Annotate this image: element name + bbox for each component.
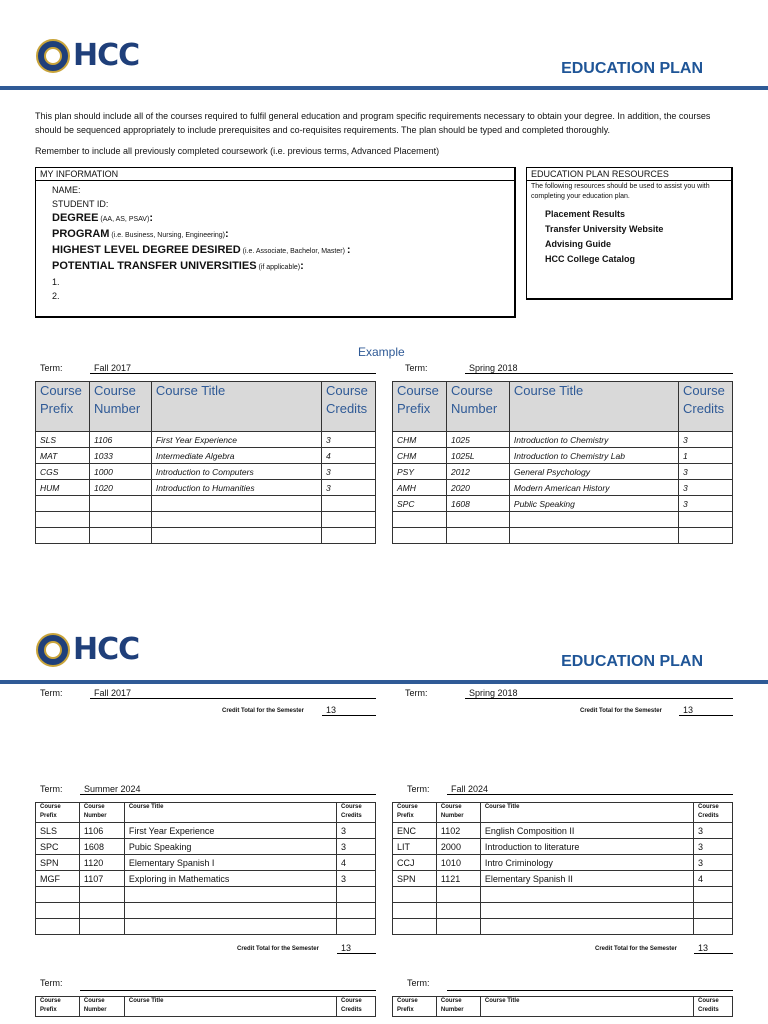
header-course-title: Course Title <box>480 803 693 823</box>
table-row <box>393 528 733 544</box>
course-prefix-cell[interactable] <box>36 496 90 512</box>
header-course-credits: Course Credits <box>337 803 376 823</box>
header-course-prefix: Course Prefix <box>393 382 447 432</box>
course-prefix-cell[interactable]: MGF <box>36 871 80 887</box>
example-right-table <box>392 381 733 544</box>
table-row <box>393 871 733 887</box>
course-number-cell[interactable]: 1000 <box>89 464 151 480</box>
header-course-credits: Course Credits <box>694 803 733 823</box>
plan-left-term[interactable]: Summer 2024 <box>80 784 376 795</box>
resources-intro: The following resources should be used to assist you with completing your education plan. <box>531 183 710 200</box>
course-prefix-cell[interactable] <box>36 919 80 935</box>
course-credits-cell[interactable]: 3 <box>694 839 733 855</box>
bottom-left-table <box>35 996 376 1017</box>
course-prefix-cell[interactable]: CHM <box>393 432 447 448</box>
table-row <box>36 839 376 855</box>
table-row <box>36 480 376 496</box>
course-prefix-cell[interactable]: CCJ <box>393 855 437 871</box>
term-label: Term: <box>40 363 63 373</box>
header-course-number: Course Number <box>79 997 124 1017</box>
course-credits-cell[interactable]: 3 <box>337 823 376 839</box>
my-information-heading: MY INFORMATION <box>36 168 514 181</box>
my-information-box <box>35 167 516 318</box>
course-credits-cell[interactable]: 3 <box>337 839 376 855</box>
table-row <box>393 512 733 528</box>
header-course-number: Course Number <box>436 803 480 823</box>
course-prefix-cell[interactable] <box>393 903 437 919</box>
course-title-cell[interactable] <box>480 903 693 919</box>
course-prefix-cell[interactable]: SPN <box>393 871 437 887</box>
course-number-cell[interactable] <box>446 528 509 544</box>
header-course-number: Course Number <box>436 997 480 1017</box>
course-number-cell[interactable]: 1120 <box>79 855 124 871</box>
course-number-cell[interactable]: 1010 <box>436 855 480 871</box>
course-number-cell[interactable] <box>436 919 480 935</box>
course-credits-cell[interactable] <box>694 919 733 935</box>
seal-icon <box>36 633 70 667</box>
header-course-number: Course Number <box>79 803 124 823</box>
course-number-cell[interactable]: 1107 <box>79 871 124 887</box>
course-credits-cell[interactable]: 3 <box>337 871 376 887</box>
course-credits-cell[interactable] <box>337 919 376 935</box>
course-prefix-cell[interactable] <box>393 528 447 544</box>
course-number-cell[interactable]: 2020 <box>446 480 509 496</box>
course-number-cell[interactable] <box>79 887 124 903</box>
course-title-cell[interactable]: Elementary Spanish II <box>480 871 693 887</box>
course-credits-cell[interactable]: 3 <box>322 464 376 480</box>
course-prefix-cell[interactable]: PSY <box>393 464 447 480</box>
program-field[interactable]: PROGRAM (i.e. Business, Nursing, Engineering): <box>52 228 229 240</box>
course-prefix-cell[interactable] <box>36 887 80 903</box>
course-prefix-cell[interactable]: SPC <box>393 496 447 512</box>
course-title-cell[interactable]: General Psychology <box>509 464 678 480</box>
course-title-cell[interactable]: Introduction to Chemistry Lab <box>509 448 678 464</box>
course-prefix-cell[interactable]: ENC <box>393 823 437 839</box>
course-prefix-cell[interactable]: CHM <box>393 448 447 464</box>
term-label: Term: <box>40 784 63 794</box>
course-title-cell[interactable]: Pubic Speaking <box>124 839 336 855</box>
course-prefix-cell[interactable]: CGS <box>36 464 90 480</box>
table-row <box>36 887 376 903</box>
course-title-cell[interactable] <box>151 512 321 528</box>
table-row <box>36 855 376 871</box>
course-number-cell[interactable]: 1025 <box>446 432 509 448</box>
table-row <box>393 919 733 935</box>
course-title-cell[interactable]: Public Speaking <box>509 496 678 512</box>
course-title-cell[interactable] <box>480 919 693 935</box>
course-number-cell[interactable]: 1025L <box>446 448 509 464</box>
course-credits-cell[interactable]: 4 <box>322 448 376 464</box>
term-label: Term: <box>405 688 428 698</box>
table-row <box>393 448 733 464</box>
credit-total-label: Credit Total for the Semester <box>237 946 319 952</box>
course-prefix-cell[interactable] <box>36 512 90 528</box>
table-row <box>36 496 376 512</box>
header-course-credits: Course Credits <box>679 382 733 432</box>
course-prefix-cell[interactable]: SPC <box>36 839 80 855</box>
transfer-universities-field[interactable]: POTENTIAL TRANSFER UNIVERSITIES (if applicable): <box>52 260 304 272</box>
table-row <box>393 464 733 480</box>
bottom-right-term[interactable] <box>447 978 733 991</box>
course-title-cell[interactable] <box>480 887 693 903</box>
header-course-prefix: Course Prefix <box>393 803 437 823</box>
table-row <box>36 903 376 919</box>
course-credits-cell[interactable] <box>322 512 376 528</box>
header-course-title: Course Title <box>509 382 678 432</box>
term-label: Term: <box>40 978 63 988</box>
course-number-cell[interactable]: 1608 <box>446 496 509 512</box>
table-row <box>36 464 376 480</box>
course-number-cell[interactable]: 1608 <box>79 839 124 855</box>
bottom-right-table <box>392 996 733 1017</box>
course-prefix-cell[interactable]: SLS <box>36 432 90 448</box>
page2-left-credit-total[interactable]: 13 <box>322 705 376 716</box>
course-title-cell[interactable]: Introduction to Computers <box>151 464 321 480</box>
table-row <box>393 903 733 919</box>
course-credits-cell[interactable] <box>322 528 376 544</box>
header-rule <box>0 680 768 684</box>
plan-right-credit-total[interactable]: 13 <box>694 943 733 954</box>
course-credits-cell[interactable]: 3 <box>679 464 733 480</box>
course-number-cell[interactable]: 1033 <box>89 448 151 464</box>
header-course-prefix: Course Prefix <box>36 382 90 432</box>
credit-total-label: Credit Total for the Semester <box>595 946 677 952</box>
course-credits-cell[interactable]: 3 <box>322 432 376 448</box>
transfer-item-2[interactable]: 2. <box>52 291 60 301</box>
course-title-cell[interactable] <box>124 903 336 919</box>
student-id-field[interactable]: STUDENT ID: <box>52 199 109 209</box>
term-label: Term: <box>407 784 430 794</box>
course-title-cell[interactable] <box>151 528 321 544</box>
table-row <box>393 823 733 839</box>
header-course-credits: Course Credits <box>322 382 376 432</box>
course-title-cell[interactable]: First Year Experience <box>124 823 336 839</box>
header-course-title: Course Title <box>480 997 693 1017</box>
table-row <box>393 855 733 871</box>
plan-right-term[interactable]: Fall 2024 <box>447 784 733 795</box>
course-prefix-cell[interactable] <box>393 887 437 903</box>
course-number-cell[interactable] <box>79 903 124 919</box>
course-credits-cell[interactable]: 3 <box>679 432 733 448</box>
header-course-prefix: Course Prefix <box>36 803 80 823</box>
course-credits-cell[interactable] <box>337 887 376 903</box>
course-credits-cell[interactable]: 3 <box>322 480 376 496</box>
transfer-item-1[interactable]: 1. <box>52 277 60 287</box>
course-credits-cell[interactable] <box>679 512 733 528</box>
course-title-cell[interactable]: Intermediate Algebra <box>151 448 321 464</box>
course-prefix-cell[interactable]: HUM <box>36 480 90 496</box>
table-row <box>36 871 376 887</box>
course-credits-cell[interactable] <box>694 887 733 903</box>
course-prefix-cell[interactable] <box>36 903 80 919</box>
credit-total-label: Credit Total for the Semester <box>222 708 304 714</box>
course-prefix-cell[interactable]: SPN <box>36 855 80 871</box>
bottom-left-term[interactable] <box>80 978 376 991</box>
course-credits-cell[interactable]: 3 <box>679 496 733 512</box>
header-course-title: Course Title <box>124 997 336 1017</box>
course-title-cell[interactable] <box>509 528 678 544</box>
course-prefix-cell[interactable] <box>393 919 437 935</box>
course-prefix-cell[interactable]: MAT <box>36 448 90 464</box>
course-title-cell[interactable]: English Composition II <box>480 823 693 839</box>
course-title-cell[interactable] <box>151 496 321 512</box>
example-label: Example <box>358 345 405 359</box>
intro-reminder: Remember to include all previously completed coursework (i.e. previous terms, Advanced Placement) <box>35 146 440 156</box>
course-prefix-cell[interactable]: SLS <box>36 823 80 839</box>
course-title-cell[interactable] <box>124 887 336 903</box>
table-row <box>393 432 733 448</box>
table-row <box>393 496 733 512</box>
table-row <box>36 432 376 448</box>
resource-transfer-university-website: Transfer University Website <box>545 224 664 234</box>
course-credits-cell[interactable]: 1 <box>679 448 733 464</box>
credit-total-label: Credit Total for the Semester <box>580 708 662 714</box>
course-credits-cell[interactable] <box>679 528 733 544</box>
page-title: EDUCATION PLAN <box>561 653 703 670</box>
example-left-table <box>35 381 376 544</box>
header-course-prefix: Course Prefix <box>393 997 437 1017</box>
table-row <box>36 823 376 839</box>
page-title: EDUCATION PLAN <box>561 60 703 77</box>
course-title-cell[interactable]: Introduction to Humanities <box>151 480 321 496</box>
course-credits-cell[interactable] <box>322 496 376 512</box>
table-row <box>393 887 733 903</box>
course-title-cell[interactable] <box>124 919 336 935</box>
course-number-cell[interactable] <box>436 903 480 919</box>
course-credits-cell[interactable]: 3 <box>679 480 733 496</box>
course-title-cell[interactable]: Introduction to Chemistry <box>509 432 678 448</box>
table-row <box>36 919 376 935</box>
resources-heading: EDUCATION PLAN RESOURCES <box>527 168 731 181</box>
degree-field[interactable]: DEGREE (AA, AS, PSAV): <box>52 212 153 224</box>
course-prefix-cell[interactable]: AMH <box>393 480 447 496</box>
course-number-cell[interactable] <box>436 887 480 903</box>
course-number-cell[interactable]: 2000 <box>436 839 480 855</box>
course-number-cell[interactable]: 1102 <box>436 823 480 839</box>
course-title-cell[interactable]: Introduction to literature <box>480 839 693 855</box>
table-row <box>393 839 733 855</box>
course-title-cell[interactable]: Intro Criminology <box>480 855 693 871</box>
course-prefix-cell[interactable] <box>393 512 447 528</box>
course-title-cell[interactable]: Elementary Spanish I <box>124 855 336 871</box>
course-number-cell[interactable] <box>89 496 151 512</box>
header-course-number: Course Number <box>446 382 509 432</box>
name-field[interactable]: NAME: <box>52 185 81 195</box>
term-label: Term: <box>40 688 63 698</box>
header-course-title: Course Title <box>124 803 336 823</box>
course-credits-cell[interactable] <box>694 903 733 919</box>
course-credits-cell[interactable]: 3 <box>694 855 733 871</box>
page2-left-term[interactable]: Fall 2017 <box>90 688 376 699</box>
example-left-term[interactable]: Fall 2017 <box>90 363 376 374</box>
highest-degree-field[interactable]: HIGHEST LEVEL DEGREE DESIRED (i.e. Associate, Bachelor, Master) : <box>52 244 351 256</box>
table-row <box>36 528 376 544</box>
course-title-cell[interactable]: Modern American History <box>509 480 678 496</box>
course-credits-cell[interactable]: 4 <box>694 871 733 887</box>
page2-right-credit-total[interactable]: 13 <box>679 705 733 716</box>
resource-hcc-college-catalog: HCC College Catalog <box>545 254 636 264</box>
intro-paragraph: This plan should include all of the courses required to fulfil general education and program specific requirements necessary to obtain your degree. In addition, the courses should be sequenced appropriately to include prerequisites and co-requisites requirements. The plan should be typed and completed thoroughly. <box>35 111 711 135</box>
course-credits-cell[interactable]: 4 <box>337 855 376 871</box>
course-credits-cell[interactable] <box>337 903 376 919</box>
course-number-cell[interactable]: 1106 <box>89 432 151 448</box>
resource-placement-results: Placement Results <box>545 209 626 219</box>
seal-icon <box>36 39 70 73</box>
header-course-prefix: Course Prefix <box>36 997 80 1017</box>
course-number-cell[interactable]: 1121 <box>436 871 480 887</box>
course-title-cell[interactable]: First Year Experience <box>151 432 321 448</box>
header-rule <box>0 86 768 90</box>
course-prefix-cell[interactable]: LIT <box>393 839 437 855</box>
plan-left-table <box>35 802 376 935</box>
course-prefix-cell[interactable] <box>36 528 90 544</box>
example-right-term[interactable]: Spring 2018 <box>465 363 733 374</box>
hcc-logo: HCC <box>36 38 139 73</box>
header-course-number: Course Number <box>89 382 151 432</box>
course-title-cell[interactable]: Exploring in Mathematics <box>124 871 336 887</box>
resource-advising-guide: Advising Guide <box>545 239 612 249</box>
plan-right-table <box>392 802 733 935</box>
table-row <box>36 448 376 464</box>
header-course-credits: Course Credits <box>694 997 733 1017</box>
hcc-logo: HCC <box>36 632 139 667</box>
course-number-cell[interactable] <box>79 919 124 935</box>
header-course-credits: Course Credits <box>337 997 376 1017</box>
course-number-cell[interactable] <box>89 512 151 528</box>
course-title-cell[interactable] <box>509 512 678 528</box>
resources-box <box>526 167 733 300</box>
course-number-cell[interactable] <box>89 528 151 544</box>
course-number-cell[interactable]: 1106 <box>79 823 124 839</box>
term-label: Term: <box>407 978 430 988</box>
course-credits-cell[interactable]: 3 <box>694 823 733 839</box>
plan-left-credit-total[interactable]: 13 <box>337 943 376 954</box>
course-number-cell[interactable]: 2012 <box>446 464 509 480</box>
page2-right-term[interactable]: Spring 2018 <box>465 688 733 699</box>
table-row <box>393 480 733 496</box>
table-row <box>36 512 376 528</box>
course-number-cell[interactable] <box>446 512 509 528</box>
term-label: Term: <box>405 363 428 373</box>
header-course-title: Course Title <box>151 382 321 432</box>
course-number-cell[interactable]: 1020 <box>89 480 151 496</box>
